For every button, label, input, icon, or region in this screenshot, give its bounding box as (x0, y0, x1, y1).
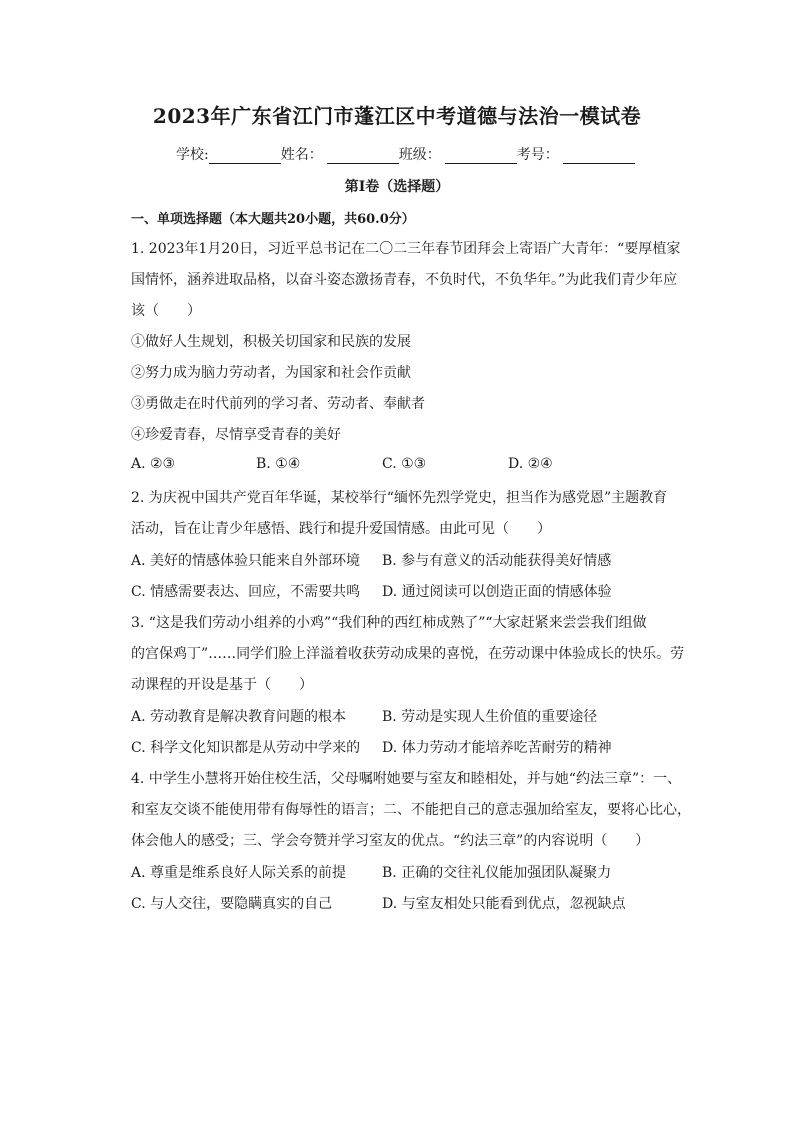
question-2-option-a[interactable]: A. 美好的情感体验只能来自外部环境 (131, 553, 361, 569)
class-field (399, 144, 517, 164)
question-1-line-2: 国情怀，涵养进取品格，以奋斗姿态激扬青春，不负时代，不负华年。”为此我们青少年应 (131, 272, 678, 288)
question-1-statement-2: ②努力成为脑力劳动者，为国家和社会作贡献 (131, 365, 411, 381)
question-1-statement-1: ①做好人生规划，积极关切国家和民族的发展 (131, 334, 411, 350)
exam-no-field (517, 144, 635, 164)
question-3-option-d[interactable]: D. 体力劳动才能培养吃苦耐劳的精神 (382, 740, 612, 756)
question-3-option-b[interactable]: B. 劳动是实现人生价值的重要途径 (382, 709, 598, 725)
question-3-option-a[interactable]: A. 劳动教育是解决教育问题的根本 (131, 709, 347, 725)
question-3-option-c[interactable]: C. 科学文化知识都是从劳动中学来的 (131, 740, 361, 756)
question-4-option-c[interactable]: C. 与人交往，要隐瞒真实的自己 (131, 896, 333, 912)
section-title: 第Ⅰ卷（选择题） (344, 179, 450, 195)
part-title: 一、单项选择题（本大题共20小题，共60.0分） (131, 212, 415, 227)
name-label: 姓名： (280, 147, 323, 163)
question-1-option-a[interactable]: A. ②③ (131, 456, 176, 472)
question-1-option-d[interactable]: D. ②④ (508, 456, 553, 472)
question-1-option-c[interactable]: C. ①③ (382, 456, 427, 472)
question-4-option-d[interactable]: D. 与室友相处只能看到优点，忽视缺点 (382, 896, 626, 912)
exam-no-label: 考号： (516, 147, 559, 163)
exam-no-blank (563, 149, 635, 164)
question-1-option-b[interactable]: B. ①④ (256, 456, 301, 472)
question-1-line-3: 该（ ） (131, 303, 201, 319)
question-3-line-2: 的宫保鸡丁”……同学们脸上洋溢着收获劳动成果的喜悦，在劳动课中体验成长的快乐。劳 (131, 646, 685, 662)
student-info-row (176, 144, 635, 164)
question-3-line-3: 动课程的开设是基于（ ） (131, 677, 313, 693)
name-field (281, 144, 399, 164)
question-2-line-1: 2. 为庆祝中国共产党百年华诞，某校举行“缅怀先烈学党史，担当作为感党恩”主题教育 (131, 490, 668, 506)
class-label: 班级： (398, 147, 441, 163)
question-1-line-1: 1. 2023年1月20日，习近平总书记在二〇二三年春节团拜会上寄语广大青年：“要厚植家 (131, 241, 681, 257)
question-4-line-3: 体会他人的感受；三、学会夸赞并学习室友的优点。“约法三章”的内容说明（ ） (131, 833, 650, 849)
name-blank (327, 149, 399, 164)
question-3-line-1: 3. “这是我们劳动小组养的小鸡”“我们种的西红柿成熟了”“大家赶紧来尝尝我们组做 (131, 615, 647, 631)
question-2-option-b[interactable]: B. 参与有意义的活动能获得美好情感 (382, 553, 612, 569)
question-1-statement-3: ③勇做走在时代前列的学习者、劳动者、奉献者 (131, 396, 425, 412)
question-2-line-2: 活动，旨在让青少年感悟、践行和提升爱国情感。由此可见（ ） (131, 521, 551, 537)
school-field (176, 144, 281, 164)
school-label: 学校: (176, 147, 209, 163)
exam-title: 2023年广东省江门市蓬江区中考道德与法治一模试卷 (152, 104, 642, 128)
class-blank (445, 149, 517, 164)
question-4-option-b[interactable]: B. 正确的交往礼仪能加强团队凝聚力 (382, 865, 612, 881)
school-blank (209, 149, 281, 164)
question-4-line-2: 和室友交谈不能使用带有侮辱性的语言；二、不能把自己的意志强加给室友，要将心比心， (131, 802, 691, 818)
question-1-statement-4: ④珍爱青春，尽情享受青春的美好 (131, 427, 341, 443)
question-2-option-c[interactable]: C. 情感需要表达、回应，不需要共鸣 (131, 584, 361, 600)
question-4-option-a[interactable]: A. 尊重是维系良好人际关系的前提 (131, 865, 347, 881)
question-4-line-1: 4. 中学生小慧将开始住校生活，父母嘱咐她要与室友和睦相处，并与她“约法三章”：一、 (131, 771, 682, 787)
question-2-option-d[interactable]: D. 通过阅读可以创造正面的情感体验 (382, 584, 612, 600)
